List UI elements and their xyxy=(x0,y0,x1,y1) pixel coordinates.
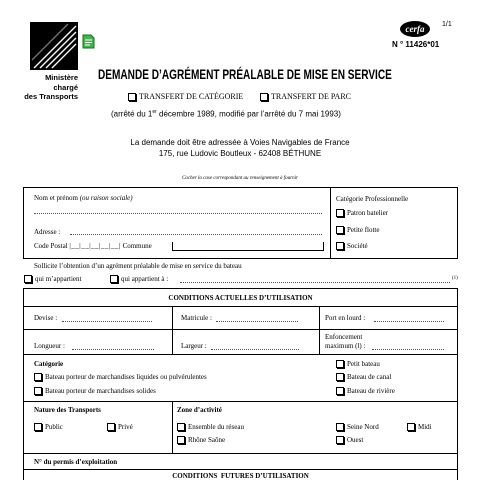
name-label: Nom et prénom xyxy=(34,194,78,202)
form-title: DEMANDE D’AGRÉMENT PRÉALABLE DE MISE EN SERVICE xyxy=(98,66,392,82)
option-label: Bateau de canal xyxy=(347,373,392,381)
document-icon[interactable] xyxy=(82,34,95,49)
commune-field[interactable] xyxy=(172,242,324,251)
option-label: Société xyxy=(347,242,368,250)
ministry-line: Ministère xyxy=(45,73,78,82)
currency-label: Devise : xyxy=(34,314,58,322)
divider xyxy=(23,354,458,355)
checkbox[interactable] xyxy=(336,436,344,444)
checkbox[interactable] xyxy=(336,373,344,381)
transfer-fleet-option[interactable] xyxy=(260,92,351,101)
checkbox[interactable] xyxy=(177,423,185,431)
category-pro-option[interactable] xyxy=(336,209,388,217)
option-label: Bateau porteur de marchandises liquides ou pulvérulentes xyxy=(45,373,207,381)
decree-pre: (arrêté du 1 xyxy=(111,109,153,119)
option-label: Rhône Saône xyxy=(188,436,226,444)
length-field[interactable] xyxy=(72,343,154,350)
category-option[interactable] xyxy=(336,387,395,395)
name-label-row xyxy=(34,194,133,202)
divider xyxy=(319,306,320,354)
transport-option[interactable] xyxy=(34,423,63,431)
checkbox[interactable] xyxy=(24,275,32,283)
zone-label: Zone d’activité xyxy=(177,406,222,414)
checkbox[interactable] xyxy=(407,423,415,431)
future-section-title: CONDITIONS FUTURES D’UTILISATION xyxy=(172,472,309,480)
applicant-divider xyxy=(330,187,331,259)
transfer-category-option[interactable] xyxy=(128,92,243,101)
category-pro-option[interactable] xyxy=(336,242,368,250)
divider xyxy=(23,401,458,402)
address-field[interactable] xyxy=(70,228,322,235)
transfer-fleet-checkbox[interactable] xyxy=(260,93,268,101)
divider xyxy=(23,453,458,454)
option-label: Seine Nord xyxy=(347,423,379,431)
option-label: Ouest xyxy=(347,436,364,444)
footnote-marker: (1) xyxy=(452,276,458,281)
zone-option[interactable] xyxy=(407,423,432,431)
transport-option[interactable] xyxy=(107,423,133,431)
option-label: Midi xyxy=(418,423,432,431)
address-label: Adresse : xyxy=(34,228,61,236)
ministry-line: chargé xyxy=(53,82,78,92)
divider xyxy=(172,401,173,453)
option-label: Ensemble du réseau xyxy=(188,423,244,431)
checkbox[interactable] xyxy=(336,209,344,217)
checkbox[interactable] xyxy=(34,387,42,395)
belongs-label: qui appartient à : xyxy=(121,275,169,283)
checkbox[interactable] xyxy=(336,360,344,368)
owned-label: qui m’appartient xyxy=(35,275,82,283)
width-label: Largeur : xyxy=(181,342,207,350)
decree-sup: er xyxy=(152,109,157,115)
width-field[interactable] xyxy=(211,343,299,350)
currency-row xyxy=(34,314,57,322)
ministry-logo xyxy=(30,22,78,70)
option-label: Bateau porteur de marchandises solides xyxy=(45,387,156,395)
zone-option[interactable] xyxy=(177,436,225,444)
checkbox[interactable] xyxy=(336,423,344,431)
decree-reference xyxy=(111,109,341,119)
divider xyxy=(23,306,458,307)
category-pro-option[interactable] xyxy=(336,226,379,234)
address-line: 175, rue Ludovic Boutleux - 62408 BÉTHUNE xyxy=(158,149,322,158)
option-label: Public xyxy=(45,423,63,431)
category-option[interactable] xyxy=(34,387,156,395)
checkbox[interactable] xyxy=(336,226,344,234)
transport-label: Nature des Transports xyxy=(34,406,101,414)
cerfa-logo: cerfa xyxy=(400,21,430,37)
ministry-name xyxy=(22,73,78,102)
commune-label: Commune xyxy=(122,242,152,250)
request-text: Sollicite l’obtention d’un agrément préalable de mise en service du bateau xyxy=(34,262,242,270)
owner-field[interactable] xyxy=(180,276,450,283)
transfer-fleet-label: TRANSFERT DE PARC xyxy=(271,92,351,101)
checkbox[interactable] xyxy=(34,423,42,431)
length-label: Longueur : xyxy=(34,342,65,350)
address-instruction xyxy=(0,137,480,159)
checkbox[interactable] xyxy=(177,436,185,444)
decree-post: décembre 1989, modifié par l’arrêté du 7 mai 1993) xyxy=(156,109,341,119)
draft-label xyxy=(325,333,365,351)
category-pro-title: Catégorie Professionnelle xyxy=(336,195,409,203)
registration-label: Matricule : xyxy=(181,314,212,322)
category-option[interactable] xyxy=(336,373,391,381)
category-option[interactable] xyxy=(336,360,380,368)
draft-label-line: Enfoncement xyxy=(325,333,363,341)
option-label: Bateau de rivière xyxy=(347,387,395,395)
belongs-option[interactable] xyxy=(110,275,168,283)
ministry-line: des Transports xyxy=(24,92,78,101)
permit-label: N° du permis d’exploitation xyxy=(34,458,118,466)
option-label: Petit bateau xyxy=(347,360,380,368)
divider xyxy=(23,469,458,470)
tonnage-field[interactable] xyxy=(374,315,444,322)
page-counter: 1/1 xyxy=(442,21,452,28)
draft-field[interactable] xyxy=(372,343,444,350)
postal-code-field[interactable]: |__|__|__|__|__| xyxy=(69,242,121,250)
checkbox[interactable] xyxy=(34,373,42,381)
category-label: Catégorie xyxy=(34,360,64,368)
owned-option[interactable] xyxy=(24,275,81,283)
name-field[interactable] xyxy=(34,207,322,214)
divider xyxy=(172,306,173,354)
option-label: Patron batelier xyxy=(347,209,389,217)
tonnage-label: Port en lourd : xyxy=(325,314,366,322)
checkbox[interactable] xyxy=(107,423,115,431)
transfer-category-checkbox[interactable] xyxy=(128,93,136,101)
checkbox[interactable] xyxy=(336,387,344,395)
divider xyxy=(23,329,458,330)
checkbox[interactable] xyxy=(110,275,118,283)
zone-option[interactable] xyxy=(336,423,379,431)
transfer-category-label: TRANSFERT DE CATÉGORIE xyxy=(139,92,244,101)
checkbox[interactable] xyxy=(336,242,344,250)
postal-label: Code Postal xyxy=(34,242,68,250)
draft-label-line: maximum (l) : xyxy=(325,342,366,350)
current-section-title: CONDITIONS ACTUELLES D’UTILISATION xyxy=(168,294,313,302)
registration-field[interactable] xyxy=(216,315,298,322)
name-hint: (ou raison sociale) xyxy=(79,194,133,202)
option-label: Privé xyxy=(118,423,133,431)
category-option[interactable] xyxy=(34,373,207,381)
form-number: N ° 11426*01 xyxy=(392,40,440,49)
postal-row xyxy=(34,242,152,250)
address-line: La demande doit être adressée à Voies Navigables de France xyxy=(130,138,350,147)
zone-option[interactable] xyxy=(177,423,244,431)
zone-option[interactable] xyxy=(336,436,363,444)
checkbox-instruction: Cocher la case correspondant au renseignement à fournir xyxy=(182,176,298,181)
option-label: Petite flotte xyxy=(347,226,380,234)
currency-field[interactable] xyxy=(62,315,152,322)
